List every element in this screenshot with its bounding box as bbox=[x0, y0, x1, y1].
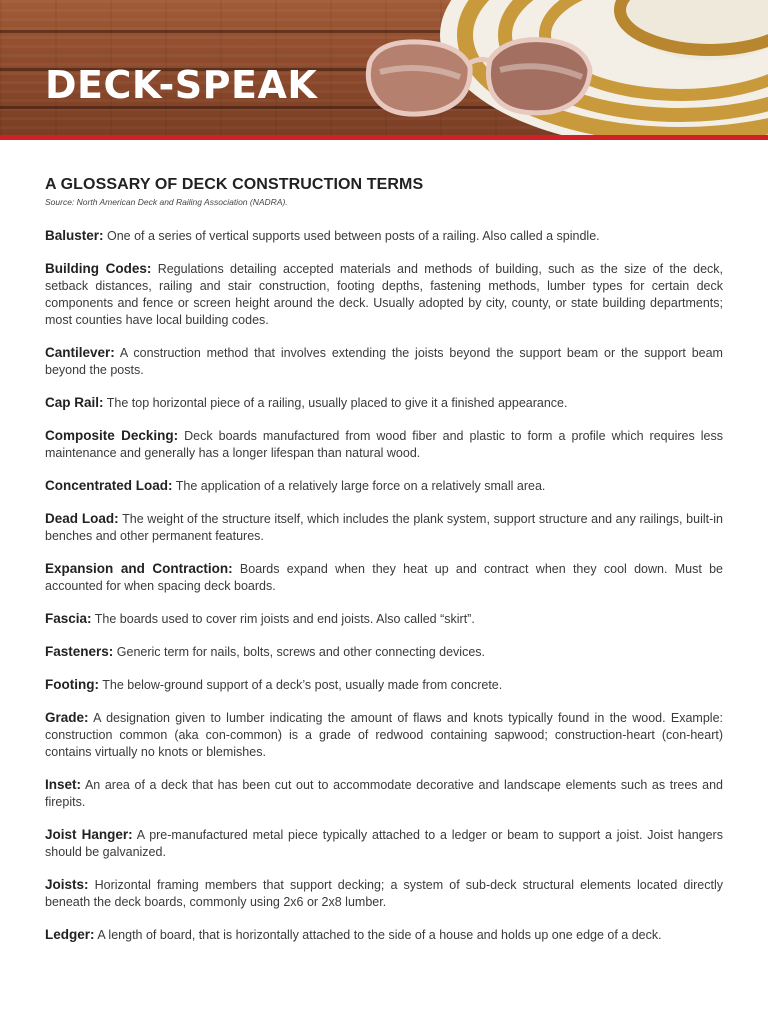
term-name: Cantilever: bbox=[45, 345, 115, 360]
glossary-entry bbox=[45, 344, 723, 379]
term-definition: A pre-manufactured metal piece typically attached to a ledger or beam to support a joist. Joist hangers should be galvanized. bbox=[45, 828, 723, 859]
term-definition: The below-ground support of a deck’s post, usually made from concrete. bbox=[102, 678, 503, 692]
term-name: Concentrated Load: bbox=[45, 478, 173, 493]
term-name: Fascia: bbox=[45, 611, 92, 626]
term-definition: The boards used to cover rim joists and end joists. Also called “skirt”. bbox=[94, 612, 475, 626]
glossary-entry bbox=[45, 709, 723, 761]
glossary-entry bbox=[45, 227, 723, 245]
glossary-entry bbox=[45, 876, 723, 911]
term-definition: The top horizontal piece of a railing, usually placed to give it a finished appearance. bbox=[106, 396, 568, 410]
glossary-entry bbox=[45, 394, 723, 412]
sunglasses-icon bbox=[360, 32, 600, 122]
glossary-entry bbox=[45, 610, 723, 628]
term-name: Dead Load: bbox=[45, 511, 119, 526]
term-name: Joists: bbox=[45, 877, 89, 892]
term-name: Fasteners: bbox=[45, 644, 114, 659]
glossary-entry bbox=[45, 826, 723, 861]
term-definition: Deck boards manufactured from wood fiber and plastic to form a profile which requires less maintenance and generally has a longer lifespan than natural wood. bbox=[45, 429, 723, 460]
term-name: Baluster: bbox=[45, 228, 104, 243]
glossary-title: A GLOSSARY OF DECK CONSTRUCTION TERMS bbox=[45, 176, 424, 193]
glossary-entry bbox=[45, 510, 723, 545]
glossary-entry bbox=[45, 676, 723, 694]
term-name: Footing: bbox=[45, 677, 99, 692]
glossary-entry bbox=[45, 560, 723, 595]
glossary-entry bbox=[45, 427, 723, 462]
glossary-entry bbox=[45, 643, 723, 661]
term-name: Expansion and Contraction: bbox=[45, 561, 233, 576]
glossary-content bbox=[0, 176, 768, 944]
term-name: Inset: bbox=[45, 777, 82, 792]
header-banner bbox=[0, 0, 768, 135]
page-title: DECK-SPEAK bbox=[45, 63, 318, 107]
term-definition: A construction method that involves extending the joists beyond the support beam or the support beam beyond the posts. bbox=[45, 346, 723, 377]
glossary-entry bbox=[45, 260, 723, 329]
source-note: Source: North American Deck and Railing Association (NADRA). bbox=[45, 197, 288, 207]
term-name: Joist Hanger: bbox=[45, 827, 133, 842]
term-definition: An area of a deck that has been cut out to accommodate decorative and landscape elements such as trees and firepits. bbox=[45, 778, 723, 809]
term-list bbox=[45, 227, 723, 944]
term-definition: A designation given to lumber indicating the amount of flaws and knots typically found in the wood. Example: construction common (aka con-common) is a grade of redwood containing sapwood; construction-heart (con-heart) contains virtually no knots or blemishes. bbox=[45, 711, 723, 759]
term-definition: The weight of the structure itself, which includes the plank system, support structure and any railings, built-in benches and other permanent features. bbox=[45, 512, 723, 543]
term-name: Grade: bbox=[45, 710, 89, 725]
glossary-entry bbox=[45, 776, 723, 811]
term-definition: Regulations detailing accepted materials and methods of building, such as the size of the deck, setback distances, railing and stair construction, footing depths, fastening methods, lumber types for certain deck components and fence or screen height around the deck. Usually adopted by city, county, or state building departments; most counties have local building codes. bbox=[45, 262, 723, 327]
term-definition: A length of board, that is horizontally attached to the side of a house and holds up one edge of a deck. bbox=[97, 928, 662, 942]
glossary-entry bbox=[45, 926, 723, 944]
term-name: Building Codes: bbox=[45, 261, 152, 276]
accent-divider bbox=[0, 135, 768, 140]
term-name: Cap Rail: bbox=[45, 395, 104, 410]
term-name: Ledger: bbox=[45, 927, 95, 942]
term-definition: The application of a relatively large force on a relatively small area. bbox=[175, 479, 546, 493]
term-definition: Horizontal framing members that support decking; a system of sub-deck structural elements located directly beneath the deck boards, commonly using 2x6 or 2x8 lumber. bbox=[45, 878, 723, 909]
term-definition: Generic term for nails, bolts, screws and other connecting devices. bbox=[116, 645, 485, 659]
term-name: Composite Decking: bbox=[45, 428, 179, 443]
term-definition: Boards expand when they heat up and contract when they cool down. Must be accounted for when spacing deck boards. bbox=[45, 562, 723, 593]
glossary-entry bbox=[45, 477, 723, 495]
term-definition: One of a series of vertical supports used between posts of a railing. Also called a spindle. bbox=[107, 229, 600, 243]
